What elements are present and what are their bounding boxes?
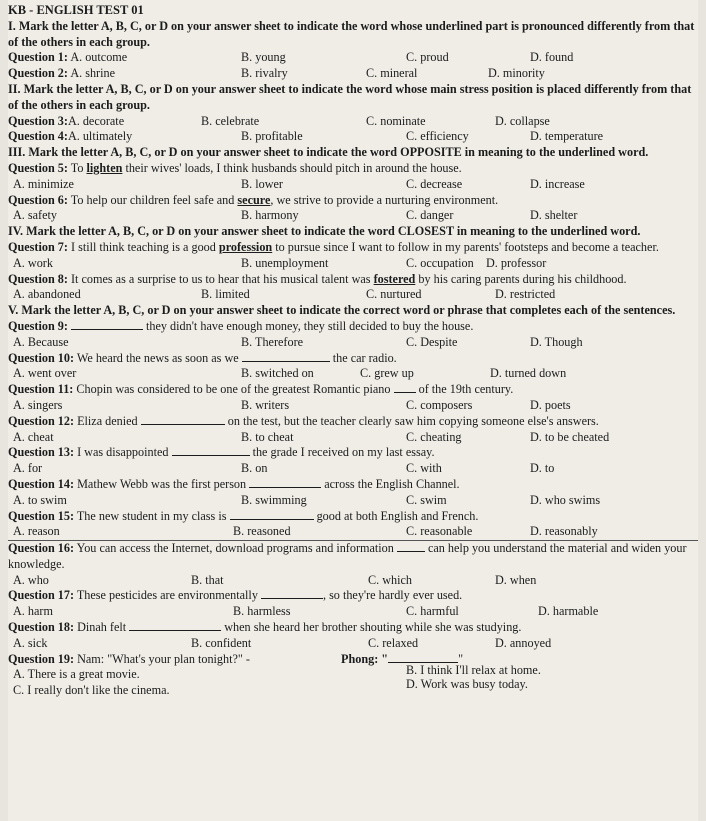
question-14-options: A. to swim B. swimming C. swim D. who swims — [13, 492, 601, 507]
blank — [230, 509, 314, 520]
question-7-options: A. work B. unemployment C. occupation D. professor — [13, 255, 547, 270]
question-5-stem: Question 5: To lighten their wives' loads, I think husbands should pitch in around the house. — [8, 160, 462, 175]
question-6-options: A. safety B. harmony C. danger D. shelter — [13, 208, 578, 223]
question-19-options-2: C. I really don't like the cinema. D. Work was busy today. — [13, 677, 528, 698]
blank — [261, 588, 323, 599]
question-10-stem: Question 10: We heard the news as soon as we the car radio. — [8, 350, 397, 365]
section-3-heading: III. Mark the letter A, B, C, or D on your answer sheet to indicate the word OPPOSITE in meaning to the underlined word. — [8, 145, 649, 160]
question-9-options: A. Because B. Therefore C. Despite D. Though — [13, 334, 583, 349]
blank — [388, 652, 458, 663]
section-4-heading: IV. Mark the letter A, B, C, or D on your answer sheet to indicate the word CLOSEST in meaning to the underlined word. — [8, 224, 641, 239]
question-4: Question 4:A. ultimately B. profitable C. efficiency D. temperature — [8, 129, 604, 144]
section-5-heading: V. Mark the letter A, B, C, or D on your answer sheet to indicate the correct word or phrase that completes each of the sentences. — [8, 303, 676, 318]
question-5-options: A. minimize B. lower C. decrease D. increase — [13, 176, 585, 191]
question-13-options: A. for B. on C. with D. to — [13, 461, 555, 476]
question-16-options: A. who B. that C. which D. when — [13, 572, 537, 587]
question-12-stem: Question 12: Eliza denied on the test, but the teacher clearly saw him copying someone else's answers. — [8, 413, 599, 428]
test-page — [8, 0, 698, 821]
question-19-options-1: A. There is a great movie. B. I think I'll relax at home. — [13, 663, 541, 682]
question-13-stem: Question 13: I was disappointed the grade I received on my last essay. — [8, 445, 435, 460]
question-3: Question 3:A. decorate B. celebrate C. nominate D. collapse — [8, 113, 550, 128]
question-10-options: A. went over B. switched on C. grew up D. turned down — [13, 366, 567, 381]
question-17-stem: Question 17: These pesticides are environmentally , so they're hardly ever used. — [8, 588, 463, 603]
question-15-options: A. reason B. reasoned C. reasonable D. reasonably — [8, 524, 698, 541]
blank — [71, 319, 143, 330]
question-2: Question 2: A. shrine B. rivalry C. mineral D. minority — [8, 66, 545, 81]
question-16-stem: Question 16: You can access the Internet, download programs and information can help you understand the material and widen your knowledge. — [8, 541, 687, 571]
question-15-stem: Question 15: The new student in my class is good at both English and French. — [8, 508, 479, 523]
section-1-heading: I. Mark the letter A, B, C, or D on your answer sheet to indicate the word whose underlined part is pronounced differently from that of the others in each group. — [8, 18, 695, 49]
blank — [129, 620, 221, 631]
question-11-options: A. singers B. writers C. composers D. poets — [13, 397, 571, 412]
question-17-options: A. harm B. harmless C. harmful D. harmable — [13, 604, 599, 619]
blank — [172, 445, 250, 456]
question-1: Question 1: A. outcome B. young C. proud D. found — [8, 50, 574, 65]
blank — [242, 351, 330, 362]
question-11-stem: Question 11: Chopin was considered to be one of the greatest Romantic piano of the 19th century. — [8, 382, 514, 397]
question-14-stem: Question 14: Mathew Webb was the first person across the English Channel. — [8, 476, 460, 491]
question-19-stem: Question 19: Nam: "What's your plan tonight?" - Phong: " " — [8, 651, 464, 666]
blank — [141, 414, 225, 425]
question-8-stem: Question 8: It comes as a surprise to us to hear that his musical talent was fostered by his caring parents during his childhood. — [8, 271, 627, 286]
blank — [249, 477, 321, 488]
blank — [397, 541, 425, 552]
question-18-stem: Question 18: Dinah felt when she heard her brother shouting while she was studying. — [8, 620, 522, 635]
question-12-options: A. cheat B. to cheat C. cheating D. to be cheated — [13, 429, 610, 444]
question-6-stem: Question 6: To help our children feel safe and secure, we strive to provide a nurturing environment. — [8, 192, 499, 207]
question-9-stem: Question 9: they didn't have enough money, they still decided to buy the house. — [8, 318, 474, 333]
blank — [394, 382, 416, 393]
question-18-options: A. sick B. confident C. relaxed D. annoyed — [13, 635, 552, 650]
test-title: KB - ENGLISH TEST 01 — [8, 3, 144, 17]
question-7-stem: Question 7: I still think teaching is a good profession to pursue since I want to follow in my parents' footsteps and become a teacher. — [8, 239, 659, 254]
question-8-options: A. abandoned B. limited C. nurtured D. restricted — [13, 287, 556, 302]
section-2-heading: II. Mark the letter A, B, C, or D on your answer sheet to indicate the word whose main stress position is placed differently from that of the others in each group. — [8, 81, 692, 112]
